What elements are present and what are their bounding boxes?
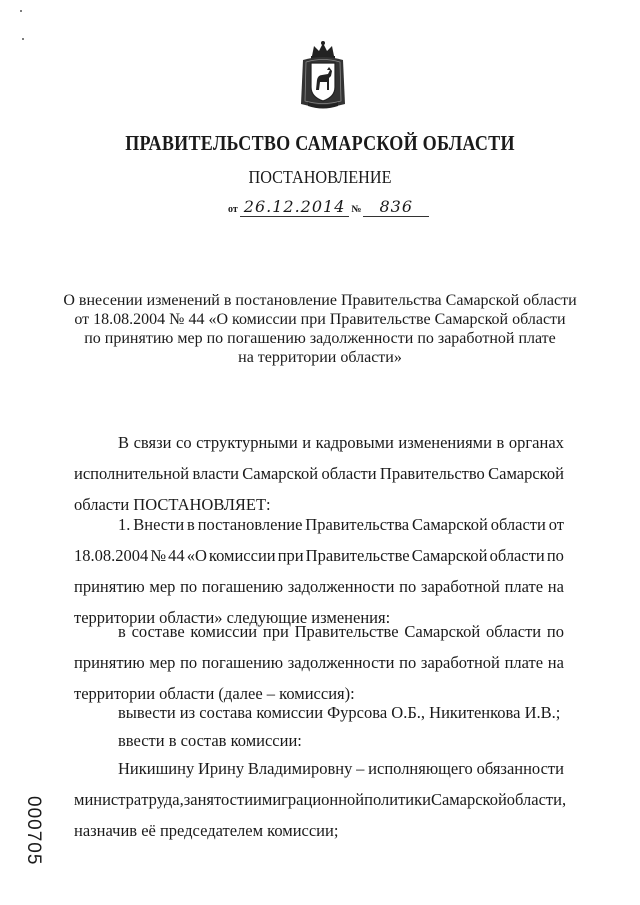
word: Самарской: [242, 464, 319, 483]
word: постановление: [197, 515, 303, 534]
word: принятию: [74, 577, 145, 596]
text-line: [74, 575, 564, 599]
paragraph-new-chair: [74, 757, 567, 843]
word: задолженности: [287, 653, 395, 672]
word: при: [277, 546, 304, 565]
scan-speck: [22, 38, 24, 40]
word: изменениями: [398, 433, 492, 452]
word: Самарской: [488, 464, 564, 483]
word: Правительства: [305, 515, 410, 534]
word: по: [180, 653, 198, 672]
word: Владимировну: [247, 759, 353, 778]
word: министра: [74, 790, 142, 809]
word: исполнительной: [74, 464, 190, 483]
word: и: [302, 433, 312, 452]
number-prefix: №: [351, 204, 362, 215]
word: со: [176, 433, 192, 452]
word: принятию: [74, 653, 145, 672]
word: в: [187, 515, 195, 534]
word: миграционной: [261, 790, 365, 809]
subject-line: на территории области»: [238, 349, 402, 366]
word: связи: [133, 433, 172, 452]
word: на: [547, 653, 564, 672]
word: комиссии: [208, 546, 276, 565]
text-line: [74, 757, 564, 781]
word: и: [253, 790, 262, 809]
word: 44: [168, 546, 185, 565]
word: Внести: [133, 515, 185, 534]
word: задолженности: [287, 577, 395, 596]
document-type: ПОСТАНОВЛЕНИЕ: [248, 167, 392, 187]
word: от: [548, 515, 564, 534]
word: погашению: [201, 577, 284, 596]
word: структурными: [196, 433, 298, 452]
scan-speck: [20, 10, 22, 12]
word: по: [399, 653, 417, 672]
text-line: [74, 788, 567, 812]
word: Самарской: [412, 515, 488, 534]
word: погашению: [201, 653, 284, 672]
paragraph-add-members: [74, 729, 564, 753]
word: исполняющего: [368, 759, 473, 778]
word: мер: [149, 653, 176, 672]
word: по: [546, 622, 564, 641]
word: области: [321, 464, 377, 483]
word: труда,: [141, 790, 184, 809]
word: –: [356, 759, 365, 778]
word: мер: [149, 577, 176, 596]
word: политики: [364, 790, 431, 809]
word: Самарской: [411, 546, 488, 565]
text-line: территории области» следующие изменения:: [74, 608, 391, 627]
date-prefix: от: [228, 204, 238, 215]
paragraph-commission-composition: [74, 620, 564, 706]
word: комиссии: [190, 622, 258, 641]
page-stamp-number: 000705: [23, 796, 44, 866]
text-line: [74, 462, 564, 486]
word: В: [118, 433, 130, 452]
paragraph-item-1: [74, 513, 564, 630]
word: 1.: [118, 515, 131, 534]
word: занятости: [183, 790, 254, 809]
government-title: ПРАВИТЕЛЬСТВО САМАРСКОЙ ОБЛАСТИ: [125, 131, 515, 155]
paragraph-remove-members: [74, 701, 564, 725]
word: Правительстве: [294, 622, 399, 641]
text-line: [74, 651, 564, 675]
word: 18.08.2004: [74, 546, 149, 565]
word: органах: [508, 433, 564, 452]
text-line: назначив её председателем комиссии;: [74, 821, 339, 840]
word: обязанности: [476, 759, 564, 778]
subject-line: по принятию мер по погашению задолженности по заработной плате: [84, 330, 556, 347]
text-line: [74, 620, 564, 644]
word: на: [547, 577, 564, 596]
text-line: [74, 544, 564, 568]
word: области: [485, 622, 542, 641]
word: №: [150, 546, 167, 565]
coat-of-arms-emblem: [298, 40, 348, 110]
word: по: [399, 577, 417, 596]
word: заработной: [420, 653, 500, 672]
word: при: [262, 622, 289, 641]
word: составе: [131, 622, 185, 641]
word: в: [496, 433, 505, 452]
word: Никишину: [118, 759, 195, 778]
word: по: [546, 546, 564, 565]
word: плате: [504, 653, 544, 672]
subject-line: от 18.08.2004 № 44 «О комиссии при Правительстве Самарской области: [74, 311, 566, 328]
document-subject: [0, 291, 640, 367]
subject-line: О внесении изменений в постановление Правительства Самарской области: [63, 292, 577, 309]
word: области: [489, 546, 545, 565]
word: заработной: [420, 577, 500, 596]
word: Ирину: [198, 759, 245, 778]
text-line: области ПОСТАНОВЛЯЕТ:: [74, 495, 271, 514]
word: Правительство: [379, 464, 485, 483]
handwritten-date: 26.12.2014: [240, 197, 350, 217]
text-line: вывести из состава комиссии Фурсова О.Б., Никитенкова И.В.;: [118, 703, 561, 722]
paragraph-preamble: [74, 431, 564, 517]
text-line: территории области (далее – комиссия):: [74, 684, 355, 703]
text-line: ввести в состав комиссии:: [118, 731, 302, 750]
text-line: [74, 431, 564, 455]
word: области,: [506, 790, 567, 809]
text-line: [74, 513, 564, 537]
word: по: [180, 577, 198, 596]
word: в: [118, 622, 126, 641]
date-number-line: [226, 197, 429, 217]
word: плате: [504, 577, 544, 596]
word: Самарской: [404, 622, 481, 641]
handwritten-number: 836: [363, 197, 429, 217]
word: кадровыми: [315, 433, 394, 452]
word: области: [490, 515, 546, 534]
word: Самарской: [430, 790, 507, 809]
word: власти: [192, 464, 239, 483]
word: Правительстве: [305, 546, 410, 565]
word: «О: [186, 546, 207, 565]
